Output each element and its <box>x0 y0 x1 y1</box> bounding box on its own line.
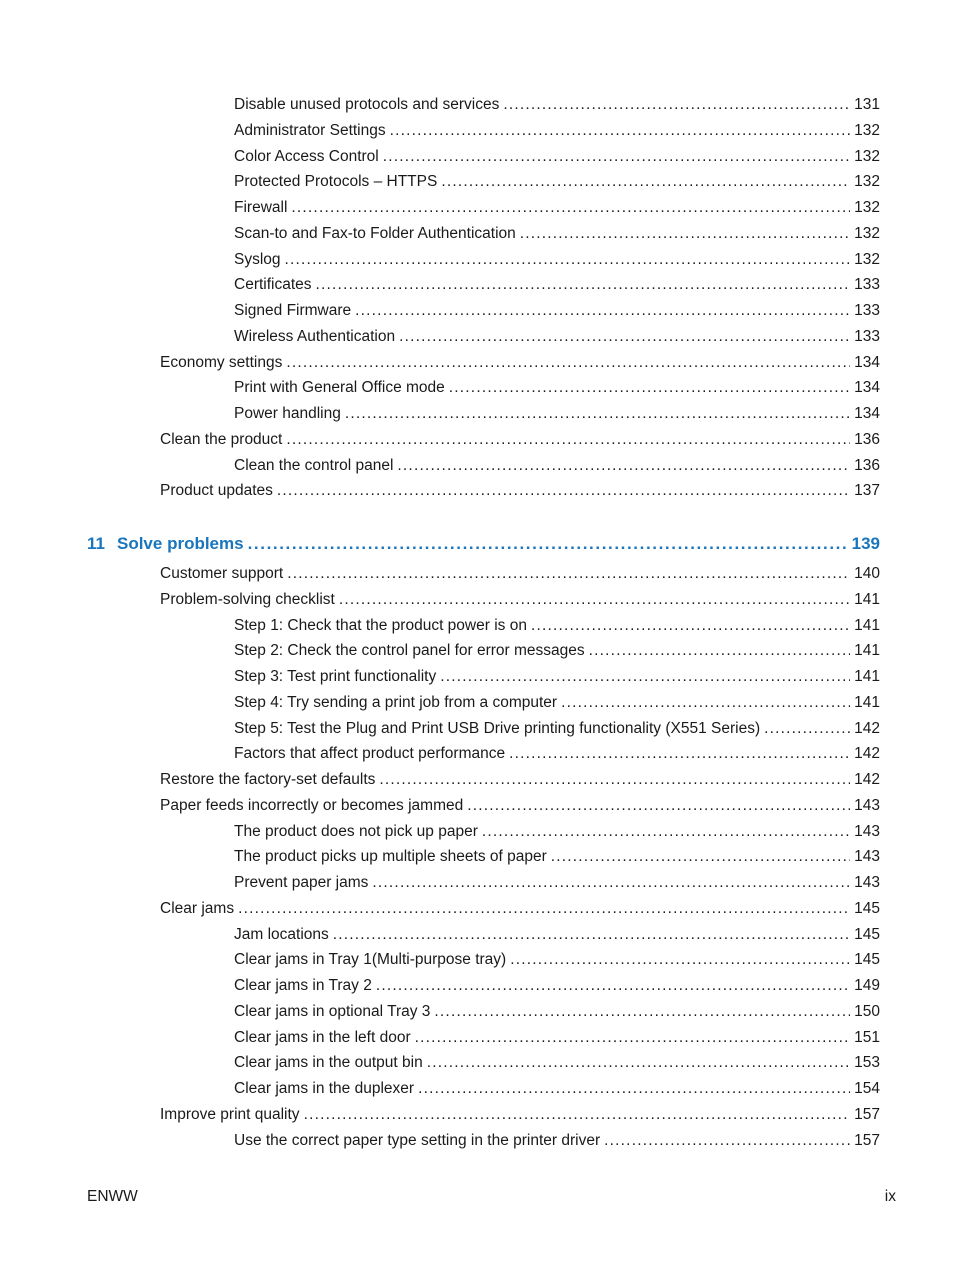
chapter-number: 11 <box>87 534 105 553</box>
toc-entry[interactable] <box>0 690 954 716</box>
toc-entry-page: 137 <box>854 482 880 500</box>
dot-leader <box>372 870 850 896</box>
toc-entry-page: 140 <box>854 565 880 582</box>
dot-leader <box>520 221 850 247</box>
toc-entry[interactable] <box>0 375 954 401</box>
toc-entry-title: The product does not pick up paper <box>234 822 478 840</box>
toc-entry-page: 132 <box>854 224 880 242</box>
dot-leader <box>286 350 850 376</box>
toc-entry[interactable] <box>0 896 954 922</box>
dot-leader <box>376 973 850 999</box>
toc-entry-title: Certificates <box>234 276 312 294</box>
toc-entry[interactable] <box>0 1102 954 1128</box>
toc-entry[interactable] <box>0 92 954 118</box>
dot-leader <box>238 896 850 922</box>
toc-entry-title: Economy settings <box>160 353 283 371</box>
toc-entry-page: 150 <box>854 1002 880 1020</box>
toc-entry-page: 134 <box>854 405 880 422</box>
toc-entry-page: 141 <box>854 642 880 660</box>
toc-entry[interactable] <box>0 1025 954 1051</box>
toc-entry-title: Step 1: Check that the product power is on <box>234 616 527 634</box>
toc-entry[interactable] <box>0 221 954 247</box>
chapter-heading[interactable] <box>0 530 954 558</box>
dot-leader <box>482 819 850 845</box>
toc-entry-title: Wireless Authentication <box>234 327 396 345</box>
dot-leader <box>333 922 850 948</box>
toc-entry-page: 142 <box>854 745 880 763</box>
toc-entry-page: 157 <box>854 1131 880 1149</box>
dot-leader <box>390 118 850 144</box>
dot-leader <box>383 144 850 170</box>
toc-entry-page: 142 <box>854 771 880 788</box>
toc-entry-title: Step 5: Test the Plug and Print USB Drive printing functionality (X551 Series) <box>234 719 761 737</box>
toc-entry-page: 145 <box>854 925 880 943</box>
dot-leader <box>418 1076 850 1102</box>
toc-entry[interactable] <box>0 587 954 613</box>
toc-entry-title: Product updates <box>160 482 273 500</box>
dot-leader <box>287 561 850 587</box>
dot-leader <box>379 767 850 793</box>
toc-entry[interactable] <box>0 793 954 819</box>
toc-entry[interactable] <box>0 819 954 845</box>
dot-leader <box>551 844 850 870</box>
toc-entry[interactable] <box>0 844 954 870</box>
toc-entry-page: 143 <box>854 822 880 840</box>
toc-entry[interactable] <box>0 1076 954 1102</box>
dot-leader <box>509 741 850 767</box>
toc-entry-title: Clear jams in the output bin <box>234 1054 423 1072</box>
toc-entry-title: Color Access Control <box>234 147 379 165</box>
chapter-title: Solve problems <box>116 534 244 553</box>
toc-entry-page: 141 <box>854 668 880 685</box>
toc-entry-title: Restore the factory-set defaults <box>160 771 376 788</box>
toc-entry[interactable] <box>0 195 954 221</box>
toc-entry-page: 132 <box>854 199 880 216</box>
toc-entry-title: Clear jams in the left door <box>234 1028 411 1046</box>
toc-entry[interactable] <box>0 664 954 690</box>
dot-leader <box>449 375 850 401</box>
dot-leader <box>441 169 850 195</box>
toc-entry-title: Power handling <box>234 405 341 422</box>
toc-entry-title: Clear jams <box>160 899 235 917</box>
dot-leader <box>561 690 850 716</box>
toc-entry[interactable] <box>0 478 954 504</box>
toc-entry-title: Protected Protocols – HTTPS <box>234 173 438 191</box>
toc-entry-page: 132 <box>854 173 880 191</box>
toc-entry[interactable] <box>0 561 954 587</box>
toc-entry[interactable] <box>0 870 954 896</box>
toc-entry-page: 145 <box>854 899 880 917</box>
toc-entry-page: 151 <box>854 1028 880 1046</box>
toc-entry-page: 134 <box>854 379 880 397</box>
toc-entry-title: Clear jams in optional Tray 3 <box>234 1002 431 1020</box>
dot-leader <box>604 1128 850 1154</box>
toc-entry-title: Clear jams in Tray 1(Multi-purpose tray) <box>234 951 507 969</box>
toc-entry-page: 132 <box>854 121 880 139</box>
dot-leader <box>415 1025 850 1051</box>
dot-leader <box>339 587 850 613</box>
toc-entry[interactable] <box>0 298 954 324</box>
toc-entry[interactable] <box>0 453 954 479</box>
toc-entry[interactable] <box>0 947 954 973</box>
toc-entry[interactable] <box>0 922 954 948</box>
toc-entry-page: 141 <box>854 616 880 634</box>
toc-entry-title: Syslog <box>234 250 281 268</box>
toc-entry-page: 134 <box>854 353 880 371</box>
toc-entry[interactable] <box>0 272 954 298</box>
chapter-page-number: 139 <box>851 534 880 553</box>
toc-entry-title: Factors that affect product performance <box>234 745 506 763</box>
toc-entry-page: 143 <box>854 848 880 866</box>
footer-edition-label: ENWW <box>87 1188 138 1205</box>
toc-entry[interactable] <box>0 638 954 664</box>
dot-leader <box>764 716 850 742</box>
toc-entry-page: 149 <box>854 977 880 994</box>
toc-entry[interactable] <box>0 169 954 195</box>
dot-leader <box>304 1102 850 1128</box>
toc-entry-title: Clean the control panel <box>234 456 394 474</box>
toc-entry-title: Jam locations <box>234 925 329 943</box>
dot-leader <box>345 401 850 427</box>
dot-leader <box>285 247 850 273</box>
toc-entry-title: Problem-solving checklist <box>160 590 335 608</box>
toc-entry-title: Print with General Office mode <box>234 379 445 397</box>
dot-leader <box>503 92 850 118</box>
toc-entry[interactable] <box>0 999 954 1025</box>
dot-leader <box>399 324 850 350</box>
toc-entry-page: 153 <box>854 1054 880 1072</box>
toc-section-chapter <box>0 561 954 1153</box>
toc-entry-title: Scan-to and Fax-to Folder Authentication <box>234 224 516 242</box>
toc-entry-title: Step 2: Check the control panel for error messages <box>234 642 585 660</box>
dot-leader <box>589 638 850 664</box>
toc-entry-page: 132 <box>854 250 880 268</box>
toc-entry[interactable] <box>0 350 954 376</box>
toc-entry-page: 133 <box>854 327 880 345</box>
toc-entry[interactable] <box>0 324 954 350</box>
toc-entry-page: 141 <box>854 590 880 608</box>
toc-entry-title: The product picks up multiple sheets of paper <box>234 848 547 866</box>
toc-entry-title: Step 3: Test print functionality <box>234 668 437 685</box>
dot-leader <box>291 195 850 221</box>
dot-leader <box>434 999 850 1025</box>
dot-leader <box>316 272 850 298</box>
dot-leader <box>427 1050 850 1076</box>
toc-entry[interactable] <box>0 427 954 453</box>
dot-leader <box>277 478 850 504</box>
footer-page-number: ix <box>884 1188 896 1205</box>
dot-leader <box>355 298 850 324</box>
toc-entry-title: Use the correct paper type setting in the printer driver <box>234 1131 601 1149</box>
toc-entry-title: Disable unused protocols and services <box>234 96 500 113</box>
toc-entry-title: Improve print quality <box>160 1105 300 1123</box>
toc-entry-title: Customer support <box>160 565 284 582</box>
toc-entry-page: 157 <box>854 1105 880 1123</box>
toc-entry[interactable] <box>0 401 954 427</box>
toc-entry[interactable] <box>0 716 954 742</box>
toc-entry-page: 154 <box>854 1080 880 1097</box>
toc-entry-page: 143 <box>854 874 880 891</box>
toc-entry-page: 132 <box>854 147 880 165</box>
toc-entry[interactable] <box>0 973 954 999</box>
toc-entry-title: Clear jams in the duplexer <box>234 1080 415 1097</box>
toc-entry-title: Administrator Settings <box>234 121 386 139</box>
toc-entry-title: Prevent paper jams <box>234 874 369 891</box>
toc-entry-page: 136 <box>854 456 880 474</box>
dot-leader <box>248 530 848 558</box>
toc-entry-page: 145 <box>854 951 880 969</box>
table-of-contents <box>0 92 954 1153</box>
toc-entry-title: Signed Firmware <box>234 302 352 319</box>
toc-entry[interactable] <box>0 1050 954 1076</box>
toc-entry-page: 141 <box>854 693 880 711</box>
dot-leader <box>510 947 850 973</box>
toc-entry-title: Step 4: Try sending a print job from a computer <box>234 693 558 711</box>
dot-leader <box>440 664 850 690</box>
toc-entry-page: 131 <box>854 96 880 113</box>
dot-leader <box>531 613 850 639</box>
toc-entry-title: Clear jams in Tray 2 <box>234 977 372 994</box>
dot-leader <box>467 793 850 819</box>
toc-entry[interactable] <box>0 613 954 639</box>
toc-section-top <box>0 92 954 504</box>
toc-entry-page: 142 <box>854 719 880 737</box>
toc-entry-page: 133 <box>854 302 880 319</box>
toc-entry-title: Paper feeds incorrectly or becomes jammed <box>160 796 464 814</box>
toc-entry-page: 143 <box>854 796 880 814</box>
toc-entry[interactable] <box>0 247 954 273</box>
toc-entry-title: Clean the product <box>160 430 283 448</box>
toc-entry[interactable] <box>0 144 954 170</box>
toc-entry-title: Firewall <box>234 199 288 216</box>
toc-entry-page: 133 <box>854 276 880 294</box>
toc-entry[interactable] <box>0 118 954 144</box>
toc-entry[interactable] <box>0 1128 954 1154</box>
dot-leader <box>286 427 850 453</box>
toc-entry[interactable] <box>0 741 954 767</box>
toc-entry[interactable] <box>0 767 954 793</box>
toc-entry-page: 136 <box>854 430 880 448</box>
dot-leader <box>397 453 850 479</box>
